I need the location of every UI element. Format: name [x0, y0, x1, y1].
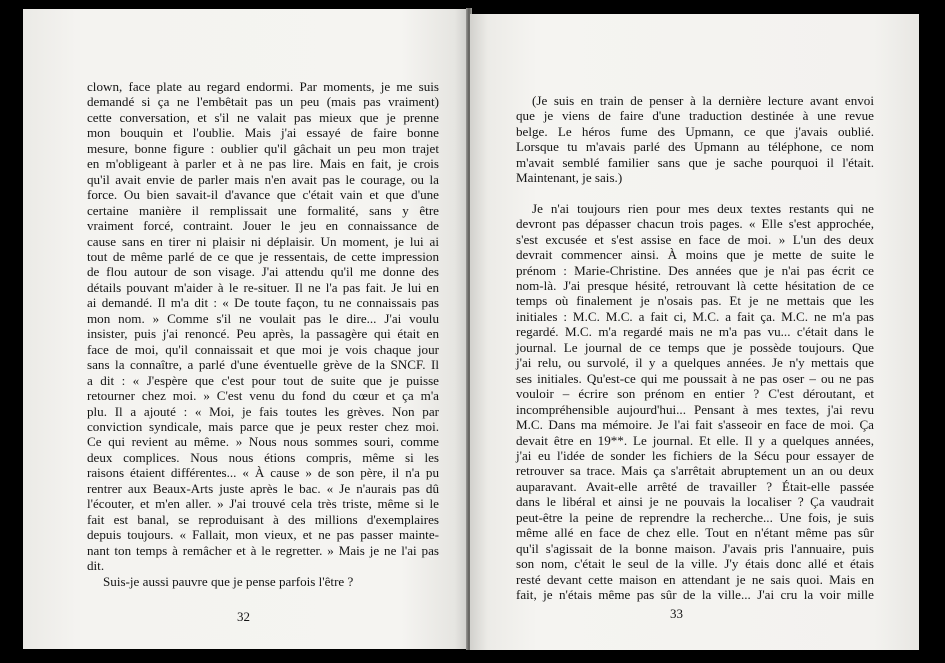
text-line: plu. Il a ajouté : « Moi, je fais toutes les grèves. Non par [87, 403, 439, 419]
text-line: mon bouquin et l'oublie. Mais j'ai essayé de faire bonne [87, 125, 439, 141]
text-line: qu'il s'agissait de la bonne maison. J'avais pris l'annuaire, puis [516, 540, 874, 556]
text-line: fait est banal, se reproduisant à des millions d'exemplaires [87, 511, 439, 527]
text-line: vraiment forcé, contraint. Jouer le jeu en connaissance de [87, 218, 439, 234]
text-line: l'écouter, et m'en aller. » J'ai trouvé cela très triste, même si le [87, 496, 439, 512]
text-line: Lorsque tu m'avais parlé des Upmann au téléphone, ce nom [516, 139, 874, 155]
text-line: vouloir – écrire son prénom en entier ? C'est déroutant, et [516, 386, 874, 402]
text-line: initiales : M.C. M.C. a fait ci, M.C. a fait ça. M.C. ne m'a pas [516, 308, 874, 324]
text-line: Je n'ai toujours rien pour mes deux textes restants qui ne [532, 200, 874, 216]
text-line: cette conversation, et s'il ne valait pas mieux que je prenne [87, 109, 439, 125]
paragraph-gap [516, 186, 874, 201]
text-line: face de moi, qu'il connaissait et que moi je vois chaque jour [87, 341, 439, 357]
text-line: force. Ou bien savait-il d'avance que c'était vain et que d'une [87, 187, 439, 203]
text-line: m'avait semblé familier sans que je sache pourquoi il l'était. [516, 154, 874, 170]
text-line: auparavant. Avait-elle arrêté de travailler ? Était-elle passée [516, 478, 874, 494]
text-line: cause sans en tirer ni plaisir ni déplaisir. Un moment, je lui ai [87, 233, 439, 249]
text-line: Maintenant, je sais.) [516, 170, 623, 186]
text-line: j'ai relu, ou survolé, il y a quelques années. Je n'y mettais que [516, 355, 874, 371]
text-line: en m'obligeant à parler et à ne pas lire. Mais en fait, je crois [87, 156, 439, 172]
text-line: deux complices. Nous nous étions compris, même si les [87, 449, 439, 465]
text-line: raisons étaient différentes... « À cause » de son père, il n'a pu [87, 465, 439, 481]
text-line: M.C. Dans ma mémoire. Je l'ai fait s'asseoir en face de moi. Ça [516, 417, 874, 433]
text-line: certaine manière il remplissait une formalité, sans y être [87, 202, 439, 218]
text-line: retourner chez moi. » C'est venu du fond du cœur et ça m'a [87, 388, 439, 404]
text-line: (Je suis en train de penser à la dernière lecture avant envoi [532, 93, 874, 108]
left-page-number: 32 [237, 609, 250, 624]
text-line: belge. Le héros fume des Upmann, ce que j'avais oublié. [516, 123, 874, 139]
text-line: conviction syndicale, mais parce que je peux rester chez moi. [87, 418, 439, 434]
text-line: de flou autour de son visage. J'ai attendu qu'il me donne des [87, 264, 439, 280]
text-line: rentrer aux Beaux-Arts juste après le bac. « Je n'aurais pas dû [87, 480, 439, 496]
text-line: dit. [87, 558, 105, 574]
text-line: demandé si ça ne l'embêtait pas un peu (mais pas vraiment) [87, 94, 439, 110]
closing-line: Suis-je aussi pauvre que je pense parfois l'être ? [103, 573, 354, 589]
paragraph [516, 201, 874, 603]
text-line: détails pouvant m'aider à le re-situer. Il ne l'a pas fait. Je lui en [87, 279, 439, 295]
right-page [470, 14, 919, 650]
left-page-body [87, 79, 439, 589]
text-line: clown, face plate au regard endormi. Par moments, je me suis [87, 79, 439, 94]
text-line: depuis toujours. « Fallait, mon vieux, et ne pas passer mainte- [87, 527, 439, 543]
text-line: qu'il avait envie de parler mais n'en avait pas le courage, ou la [87, 171, 439, 187]
text-line: devait être en 19**. Le journal. Et elle. Il y a quelques années, [516, 432, 874, 448]
text-line: regardé. M.C. m'a regardé mais ne m'a pas vu... c'était dans le [516, 324, 874, 340]
text-line: Ce qui revient au même. » Nous nous sommes souri, comme [87, 434, 439, 450]
text-line: devront pas dépasser chacun trois pages. « Elle s'est approchée, [516, 216, 874, 232]
text-line: nom-là. J'ai presque hésité, retrouvant là cette hésitation de ce [516, 277, 874, 293]
text-line: s'est excusée et s'est assise en face de moi. » L'un des deux [516, 231, 874, 247]
text-line: devrait commencer ainsi. À moins que je mette de suite le [516, 247, 874, 263]
text-line: nant ton temps à remâcher et à le regretter. » Mais je ne l'ai pas [87, 542, 439, 558]
text-line: que je viens de faire d'une traduction destinée à une revue [516, 108, 874, 124]
text-line: retrouver sa trace. Mais ça s'arrêtait abruptement un an ou deux [516, 463, 874, 479]
text-line: a dit : « J'espère que c'est pour tout de suite que je puisse [87, 372, 439, 388]
text-line: peut-être la peine de reprendre la recherche... Une fois, je suis [516, 509, 874, 525]
text-line: ai demandé. Il m'a dit : « De toute façon, tu ne connaissais pas [87, 295, 439, 311]
text-line: temps où finalement je n'osais pas. Et je ne mettais que les [516, 293, 874, 309]
text-line: même allé en face de chez elle. Tout en n'étant même pas sûr [516, 525, 874, 541]
text-line: incompréhensible aujourd'hui... Pensant à mes textes, j'ai revu [516, 401, 874, 417]
text-line: mon nom. » Comme s'il ne voulait pas le dire... J'ai voulu [87, 310, 439, 326]
text-line: tout de même parlé de ce que je ressentais, de cette impression [87, 248, 439, 264]
text-line: ses initiales. Qu'est-ce qui me poussait à ne pas oser – ou ne pas [516, 370, 874, 386]
text-line: mesure, bonne figure : oublier qu'il gâchait un peu mon trajet [87, 140, 439, 156]
text-line: j'ai eu l'idée de sonder les fichiers de la Sécu pour essayer de [516, 447, 874, 463]
text-line: fait, je n'étais même pas sûr de la ville... J'ai cru la voir mille [516, 587, 874, 603]
text-line: dans le libéral et ainsi je ne pouvais la localiser ? Ça vaudrait [516, 494, 874, 510]
text-line: son nom, c'était le seul de la ville. J'y étais donc allé et étais [516, 556, 874, 572]
left-page [23, 9, 468, 649]
right-page-body [516, 93, 874, 603]
text-line: insister, puis j'ai renoncé. Peu après, la passagère qui était en [87, 326, 439, 342]
text-line: resté devant cette maison en attendant je ne sais quoi. Mais en [516, 571, 874, 587]
right-page-number: 33 [670, 606, 683, 621]
text-line: sans la connaître, a parlé d'une éventuelle grève de la SNCF. Il [87, 357, 439, 373]
text-line: prénom : Marie-Christine. Des années que je n'ai pas écrit ce [516, 262, 874, 278]
text-line: journal. Le journal de ce temps que je possède toujours. Que [516, 339, 874, 355]
